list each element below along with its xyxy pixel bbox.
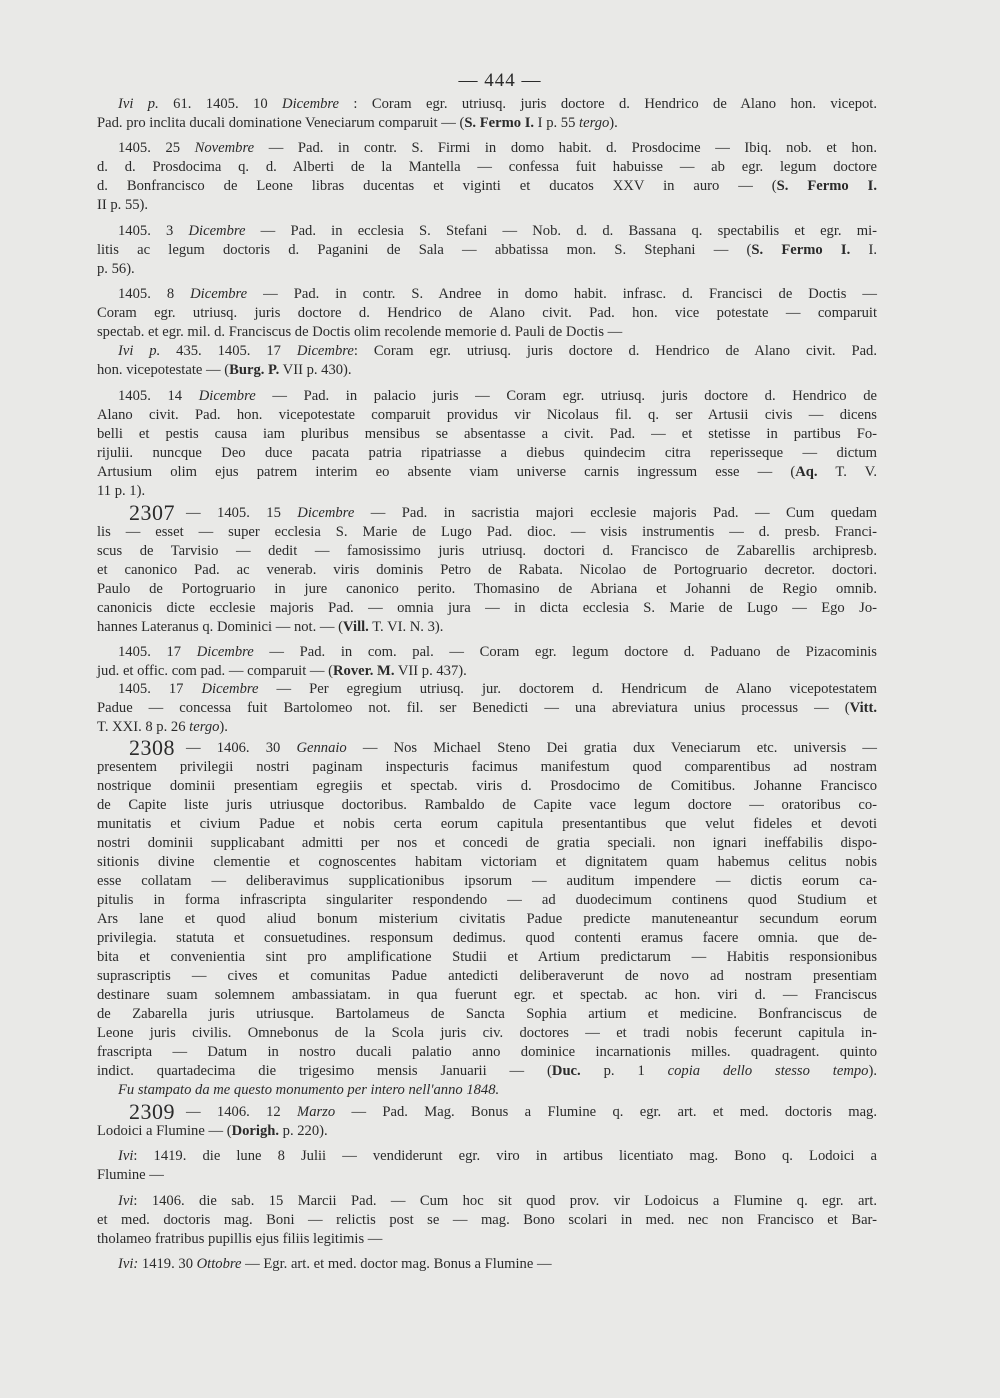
text-segment: — Pad. in ecclesia S. Stefani — Nob. d. d. Bassana q. spectabilis et egr. mi- — [245, 223, 877, 239]
text-segment: sitionis divine clementie et cognoscentes habitam victoriam et dignitatem quam habemus celitus nobis — [97, 854, 877, 870]
text-segment: tholameo fratribus pupillis ejus filiis legitimis — — [97, 1231, 383, 1247]
text-segment: belli et pestis causa iam pluribus mensibus se absentasse a civit. Pad. — et stetisse in partibus Fo- — [97, 426, 877, 442]
text-line — [97, 241, 877, 260]
bold-citation: Aq. — [795, 464, 818, 480]
text-line — [97, 758, 877, 777]
text-segment: Coram egr. utriusq. juris doctore d. Hendrico de Alano civit. Pad. hon. vice potestate — comparuit — [97, 305, 877, 321]
text-segment: : 1406. die sab. 15 Marcii Pad. — Cum hoc sit quod prov. vir Lodoicus a Flumine q. egr. art. — [133, 1193, 877, 1209]
italic-text: Novembre — [194, 140, 255, 156]
italic-text: Fu stampato da me questo monumento per intero nell'anno 1848. — [118, 1082, 500, 1098]
text-segment: — Pad. in sacristia majori ecclesie majoris Pad. — Cum quedam — [354, 505, 877, 521]
text-line — [97, 260, 877, 279]
text-line — [97, 1122, 877, 1141]
text-line — [97, 196, 877, 215]
text-segment: : Coram egr. utriusq. juris doctore d. Hendrico de Alano civit. Pad. — [353, 343, 877, 359]
bold-citation: S. Fermo I. — [464, 115, 535, 131]
text-segment: — 1406. 30 — [186, 740, 297, 756]
bold-citation: Dorigh. — [231, 1123, 280, 1139]
text-segment: hannes Lateranus q. Dominici — not. — ( — [97, 619, 344, 635]
text-line — [97, 815, 877, 834]
text-segment: rijulii. nuncque Deo duce pacata patria ripatriasse a diebus quindecim citra reperisseque — dictum — [97, 445, 877, 461]
text-segment: — 1406. 12 — [186, 1104, 298, 1120]
text-segment: indict. quartadecima die trigesimo mensis Januarii — ( — [97, 1063, 552, 1079]
text-line — [118, 1147, 877, 1166]
text-line — [97, 482, 877, 501]
text-segment: T. VI. N. 3). — [368, 619, 444, 635]
text-line — [97, 853, 877, 872]
italic-text: Dicembre — [201, 681, 259, 697]
text-line — [97, 542, 877, 561]
italic-text: Dicembre — [196, 644, 254, 660]
bold-citation: S. Fermo I. — [776, 178, 877, 194]
text-segment: 1405. 14 — [118, 388, 199, 404]
text-segment: bita et convenientia sint pro amplificatione Studii et Artium predictarum — Habitis responsionibus — [97, 949, 877, 965]
text-line — [118, 285, 877, 304]
text-segment: II p. 55). — [97, 197, 149, 213]
text-line — [97, 986, 877, 1005]
text-line — [118, 95, 877, 114]
text-line — [97, 523, 877, 542]
text-segment: 1405. 17 — [118, 644, 197, 660]
text-line — [97, 618, 877, 637]
text-line — [118, 643, 877, 662]
text-line — [97, 872, 877, 891]
text-line — [97, 699, 877, 718]
text-segment: lis — esset — super ecclesia S. Marie de Lugo Pad. dioc. — visis instrumentis — d. presb. Franci- — [97, 524, 877, 540]
text-line — [97, 463, 877, 482]
text-line — [97, 1230, 877, 1249]
italic-text: tergo — [579, 115, 610, 131]
text-line — [97, 1005, 877, 1024]
text-segment: privilegia. statuta et consuetudines. responsum dedimus. quod contenti eramus facere omnia. que de- — [97, 930, 877, 946]
text-segment: 11 p. 1). — [97, 483, 146, 499]
document-number: 2309 — [129, 1099, 175, 1124]
text-segment: suprascriptis — cives et comunitas Padue antedicti deliberaverunt de novo ad nostram presentiam — [97, 968, 877, 984]
text-segment: VII p. 430). — [279, 362, 352, 378]
bold-citation: Vitt. — [849, 700, 877, 716]
text-line — [97, 948, 877, 967]
text-line — [186, 504, 877, 523]
text-segment: 1405. 3 — [118, 223, 189, 239]
text-segment: — 1405. 15 — [186, 505, 298, 521]
text-segment: canonicis dicte ecclesie majoris Pad. — omnia jura — in dicta ecclesia S. Marie de Lugo — Ego Jo- — [97, 600, 877, 616]
text-segment: litis ac legum doctoris d. Paganini de Sala — abbatissa mon. S. Stephani — ( — [97, 242, 752, 258]
page-number: — 444 — — [458, 70, 542, 91]
document-number: 2307 — [129, 500, 175, 525]
text-line — [97, 796, 877, 815]
text-line — [97, 114, 877, 133]
text-line — [97, 777, 877, 796]
text-segment: hon. vicepotestate — ( — [97, 362, 230, 378]
italic-text: Ivi — [118, 1193, 134, 1209]
bold-citation: Rover. M. — [333, 663, 395, 679]
text-segment: — Egr. art. et med. doctor mag. Bonus a Flumine — — [241, 1256, 552, 1272]
text-line — [118, 222, 877, 241]
text-line — [118, 139, 877, 158]
italic-text: Gennaio — [296, 740, 347, 756]
bold-citation: S. Fermo I. — [751, 242, 851, 258]
text-segment: munitatis et civium Padue et nobis certa eorum capitula presentantibus que velut fideles et devoti — [97, 816, 877, 832]
text-segment: 1405. 25 — [118, 140, 195, 156]
text-segment: Flumine — — [97, 1167, 164, 1183]
text-line — [97, 361, 877, 380]
italic-text: Dicembre — [297, 505, 355, 521]
bold-citation: Vill. — [343, 619, 369, 635]
text-line — [118, 1255, 877, 1274]
text-segment: 1405. 8 — [118, 286, 191, 302]
text-segment: pitulis in forma infrascripta singulariter respondendo — ad duodecimum continens quod Studium et — [97, 892, 877, 908]
text-line — [118, 1192, 877, 1211]
text-line — [97, 444, 877, 463]
text-line — [97, 718, 877, 737]
text-segment: esse collatam — deliberavimus supplicationibus ipsorum — auditum impendere — dictis eorum ca- — [97, 873, 877, 889]
text-segment: et med. doctoris mag. Boni — relictis post se — mag. Bono scolari in med. nec non Francisco et Bar- — [97, 1212, 877, 1228]
text-segment: jud. et offic. com pad. — comparuit — ( — [97, 663, 334, 679]
text-segment: p. 1 — [580, 1063, 668, 1079]
text-segment: — Pad. in contr. S. Firmi in domo habit. d. Prosdocime — Ibiq. nob. et hon. — [254, 140, 877, 156]
text-segment: nostri dominii supplicabant admitti per nos et concedi de gratia speciali. non ignari ineffabilis dispo- — [97, 835, 877, 851]
text-segment: ). — [868, 1063, 877, 1079]
text-line — [97, 891, 877, 910]
text-segment: 435. 1405. 17 — [160, 343, 297, 359]
text-line — [97, 834, 877, 853]
text-segment: I. — [850, 242, 877, 258]
italic-text: Dicembre — [282, 96, 340, 112]
text-line — [97, 561, 877, 580]
text-segment: Paulo de Portogruario in jure canonico perito. Thomasino de Abriana et Johanni de Regio omnib. — [97, 581, 877, 597]
text-segment: — Pad. in contr. S. Andree in domo habit. infrasc. d. Francisci de Doctis — — [247, 286, 877, 302]
text-segment: Alano civit. Pad. hon. vicepotestate comparuit providus vir Nicolaus fil. q. ser Artusii civis — dicens — [97, 407, 877, 423]
italic-text: Ottobre — [196, 1256, 242, 1272]
text-segment: ). — [609, 115, 618, 131]
text-line — [118, 680, 877, 699]
text-line — [97, 599, 877, 618]
text-segment: nostrique dominii presentiam egregiis et spectab. viris d. Prosdocimo de Comitibus. Johanne Francisco — [97, 778, 877, 794]
text-segment: scus de Tarvisio — dedit — famosissimo juris utriusq. doctori d. Francisco de Zabarellis archipresb. — [97, 543, 877, 559]
document-number: 2308 — [129, 735, 175, 760]
text-segment: presentem privilegii nostri paginam inspecturis facimus manifestum quod comparentibus ad nostram — [97, 759, 877, 775]
text-segment: T. V. — [817, 464, 877, 480]
text-segment: 1419. 30 — [138, 1256, 197, 1272]
text-segment: — Per egregium utriusq. jur. doctorem d. Hendricum de Alano vicepotestatem — [258, 681, 877, 697]
text-segment: p. 220). — [279, 1123, 328, 1139]
italic-text: tergo — [189, 719, 220, 735]
text-line — [97, 1211, 877, 1230]
text-segment: Leone juris civilis. Omnebonus de la Scola juris civ. doctores — et tradi nobis fecerunt capitula in- — [97, 1025, 877, 1041]
italic-text: Dicembre — [296, 343, 354, 359]
bold-citation: Duc. — [551, 1063, 581, 1079]
italic-text: Dicembre — [188, 223, 246, 239]
text-segment: Pad. pro inclita ducali dominatione Veneciarum comparuit — ( — [97, 115, 465, 131]
text-segment: 61. 1405. 10 — [158, 96, 283, 112]
text-segment: de Zabarella juris utriusque. Bartolameus de Sancta Sophia artium et medicine. Bonfranciscus de — [97, 1006, 877, 1022]
text-segment: Padue — concessa fuit Bartolomeo not. fil. ser Benedicti — una abreviatura unius processus — ( — [97, 700, 850, 716]
text-line — [97, 1166, 877, 1185]
text-segment: Ars lane et quod aliud bonum misterium civitatis Padue predicte manuteneantur secundum eorum — [97, 911, 877, 927]
text-line — [97, 158, 877, 177]
text-segment: : 1419. die lune 8 Julii — vendiderunt egr. viro in artibus licentiato mag. Bono q. Lodoici a — [133, 1148, 877, 1164]
text-segment: frascripta — Datum in nostro ducali palatio anno dominice incarnationis milles. quadragent. quinto — [97, 1044, 877, 1060]
text-segment: de Capite liste juris utriusque doctoribus. Rambaldo de Capite vace legum doctore — oratoribus co- — [97, 797, 877, 813]
bold-citation: Burg. P. — [229, 362, 280, 378]
italic-text: Dicembre — [198, 388, 256, 404]
text-line — [97, 929, 877, 948]
text-segment: : Coram egr. utriusq. juris doctore d. Hendrico de Alano hon. vicepot. — [339, 96, 877, 112]
text-segment: p. 56). — [97, 261, 135, 277]
text-line — [97, 177, 877, 196]
text-line — [97, 425, 877, 444]
text-line — [186, 739, 877, 758]
italic-text: copia dello stesso tempo — [667, 1063, 869, 1079]
text-segment: destinare suam solemnem ambassiatam. in qua fuerunt egr. et spectab. ac hon. viri d. — Franciscus — [97, 987, 877, 1003]
text-line — [97, 1024, 877, 1043]
text-segment: I p. 55 — [534, 115, 580, 131]
text-segment: — Nos Michael Steno Dei gratia dux Veneciarum etc. universis — — [346, 740, 877, 756]
italic-text: Ivi p. — [118, 96, 159, 112]
text-line — [97, 1043, 877, 1062]
text-line — [118, 342, 877, 361]
text-line — [118, 387, 877, 406]
text-line — [118, 1081, 877, 1100]
text-segment: d. d. Prosdocima q. d. Alberti de la Mantella — confessa fuit habuisse — ab egr. legum doctore — [97, 159, 877, 175]
italic-text: Marzo — [297, 1104, 336, 1120]
italic-text: Ivi p. — [118, 343, 161, 359]
text-segment: VII p. 437). — [394, 663, 467, 679]
text-segment: Artusium olim ejus patrem interim eo absente viam universe carnis ingressum esse — ( — [97, 464, 796, 480]
text-line — [97, 1062, 877, 1081]
italic-text: Dicembre — [190, 286, 248, 302]
text-segment: — Pad. in palacio juris — Coram egr. utriusq. juris doctore d. Hendrico de — [255, 388, 877, 404]
text-segment: Lodoici a Flumine — ( — [97, 1123, 232, 1139]
text-line — [97, 323, 877, 342]
text-segment: — Pad. in com. pal. — Coram egr. legum doctore d. Paduano de Pizacominis — [253, 644, 877, 660]
text-line — [97, 967, 877, 986]
text-line — [97, 406, 877, 425]
text-segment: — Pad. Mag. Bonus a Flumine q. egr. art. et med. doctoris mag. — [335, 1104, 878, 1120]
text-line — [97, 304, 877, 323]
text-line — [97, 580, 877, 599]
text-segment: spectab. et egr. mil. d. Franciscus de Doctis olim recolende memorie d. Pauli de Doctis — — [97, 324, 623, 340]
text-line — [186, 1103, 877, 1122]
text-segment: d. Bonfrancisco de Leone libras ducentas et viginti et ducatos XXV in auro — ( — [97, 178, 777, 194]
text-segment: et canonico Pad. ac venerab. viris dominis Petro de Rabata. Nicolao de Portogruario decretor. doctori. — [97, 562, 877, 578]
text-segment: 1405. 17 — [118, 681, 202, 697]
text-line — [97, 910, 877, 929]
italic-text: Ivi: — [118, 1256, 139, 1272]
italic-text: Ivi — [118, 1148, 134, 1164]
text-segment: T. XXI. 8 p. 26 — [97, 719, 190, 735]
text-line — [97, 662, 877, 681]
text-segment: ). — [219, 719, 228, 735]
